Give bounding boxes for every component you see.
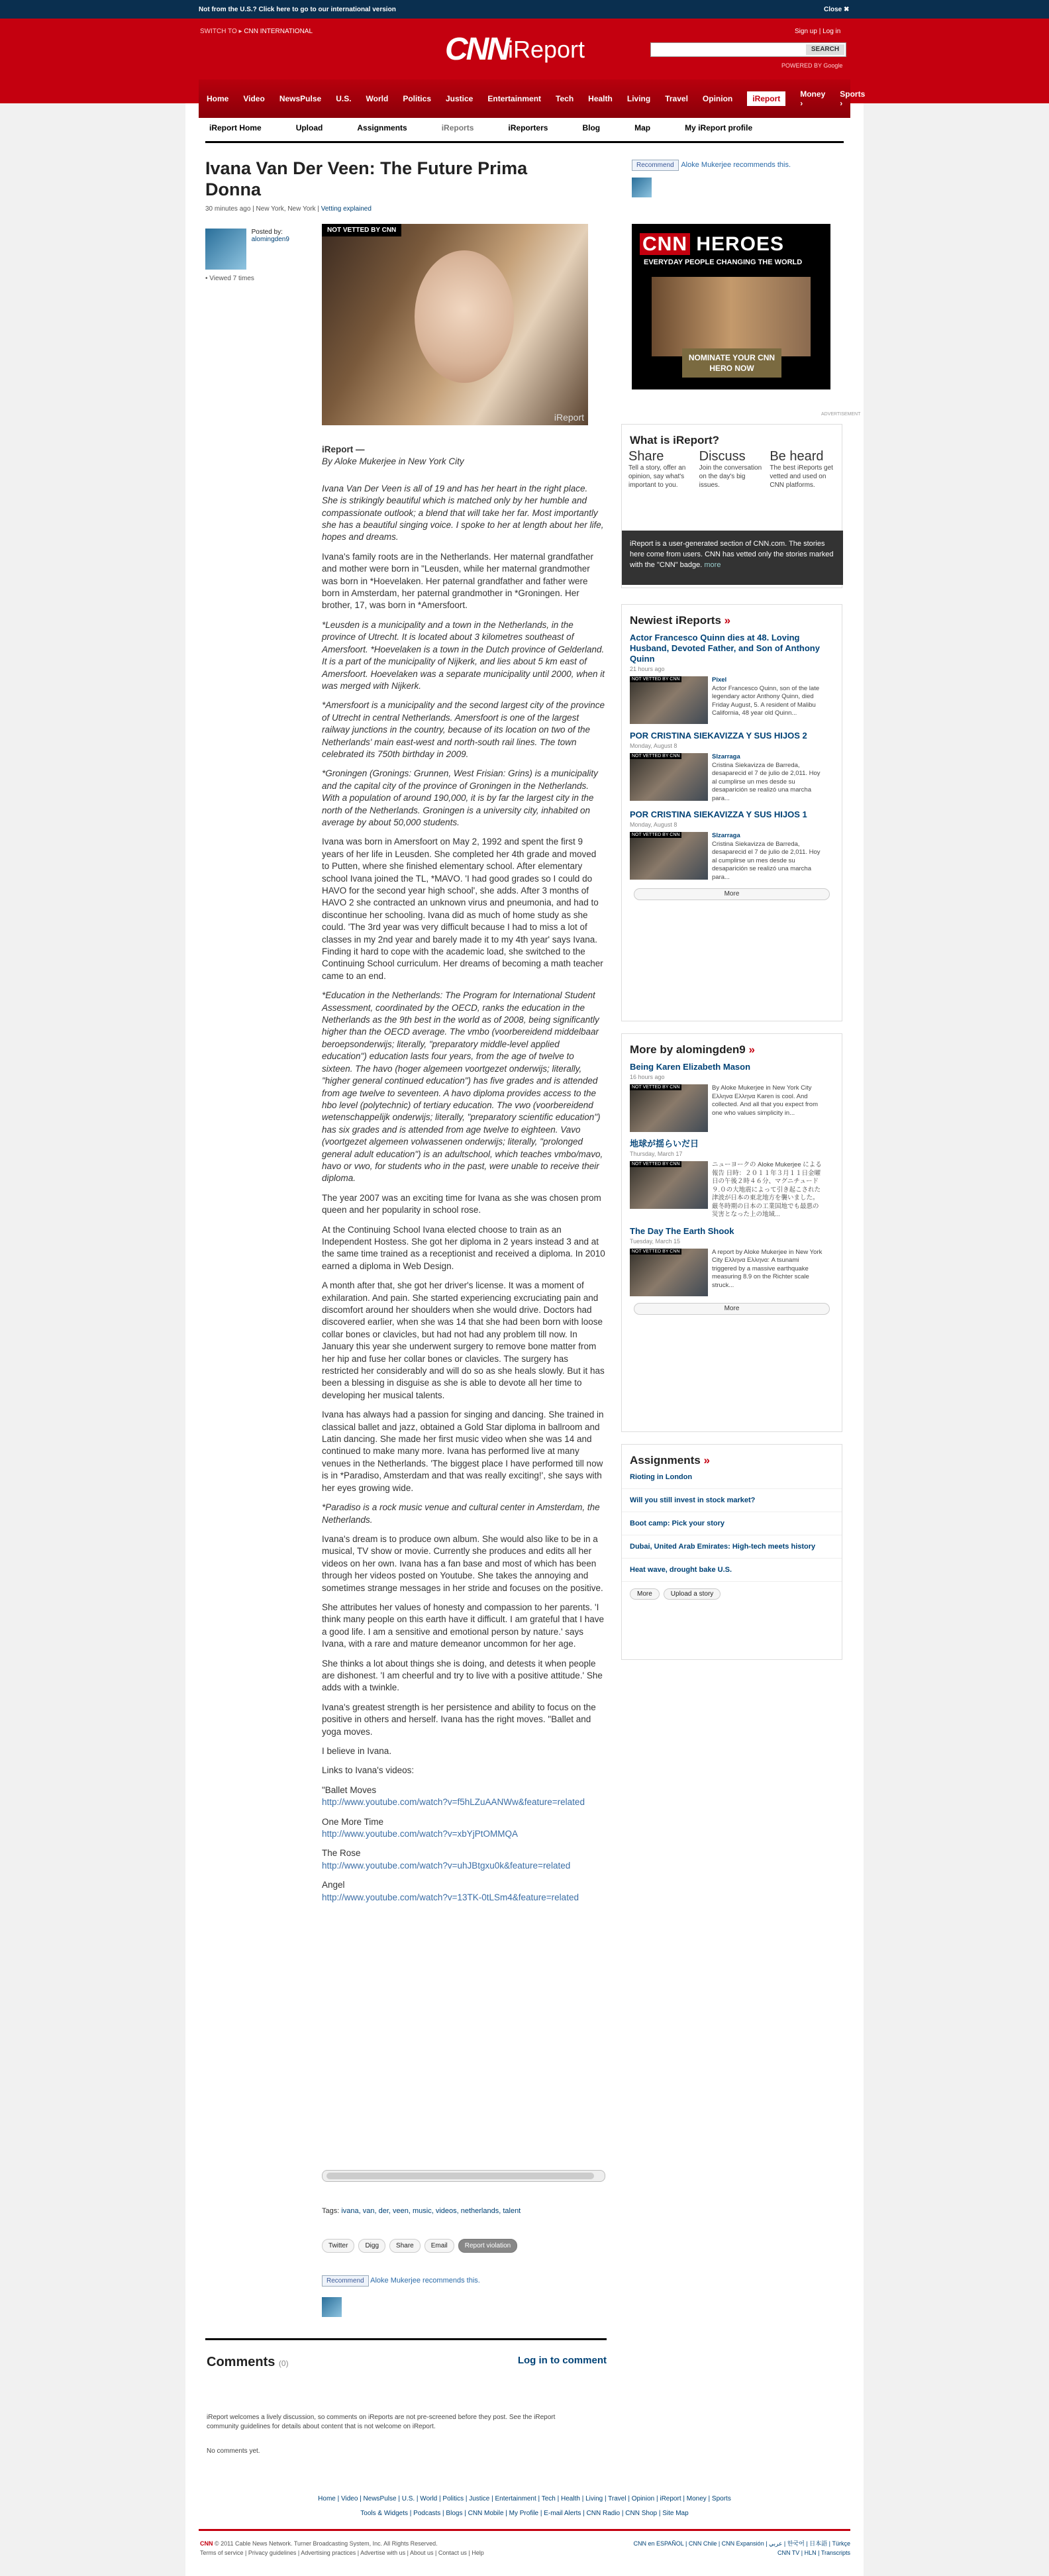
assignment-link[interactable]: Boot camp: Pick your story [622, 1519, 842, 1535]
item-title[interactable]: Actor Francesco Quinn dies at 48. Loving Husband, Devoted Father, and Son of Anthony Quinn [630, 633, 820, 664]
more-link[interactable]: more [704, 561, 721, 569]
subnav-item[interactable]: Assignments [357, 123, 407, 132]
ireport-subnav [205, 114, 844, 143]
item-thumbnail[interactable] [630, 676, 708, 724]
recommend-button[interactable]: Recommend [632, 160, 679, 171]
nav-item-opinion[interactable]: Opinion [702, 94, 733, 103]
share-button[interactable]: Twitter [322, 2239, 354, 2253]
edition-switch[interactable]: SWITCH TO ▸ CNN INTERNATIONAL [200, 28, 313, 35]
sign-up-link[interactable]: Sign up [795, 28, 817, 35]
video-link[interactable]: http://www.youtube.com/watch?v=xbYjPtOMMQA [322, 1829, 518, 1839]
item-title[interactable]: 地球が揺らいだ日 [630, 1139, 699, 1149]
legal-links[interactable]: Terms of service | Privacy guidelines | Advertising practices | Advertise with us | About us | Contact us | Help [200, 2550, 484, 2556]
search-input[interactable] [650, 42, 846, 57]
not-vetted-badge: NOT VETTED BY CNN [630, 832, 681, 838]
nav-item-ireport[interactable]: iReport [747, 91, 785, 106]
item-title[interactable]: POR CRISTINA SIEKAVIZZA Y SUS HIJOS 1 [630, 809, 807, 819]
share-button[interactable]: Digg [358, 2239, 385, 2253]
share-button[interactable]: Email [425, 2239, 454, 2253]
footer-nav [199, 2492, 850, 2521]
list-item [622, 1139, 842, 1219]
comments-title: Comments (0) [207, 2355, 289, 2369]
nav-item-politics[interactable]: Politics [403, 94, 431, 103]
item-summary: Slzarraga Cristina Siekavizza de Barreda, desaparecid el 7 de julio de 2,011. Hoy al cumplirse un mes desde su desaparición se realizó una marcha para... [712, 753, 824, 803]
more-button[interactable]: More [634, 1303, 830, 1315]
item-thumbnail[interactable] [630, 832, 708, 880]
more-button[interactable]: More [634, 888, 830, 900]
nav-item-world[interactable]: World [366, 94, 389, 103]
subnav-item[interactable]: iReport Home [209, 123, 262, 132]
assignment-button[interactable]: More [630, 1588, 660, 1600]
article-body: iReport — By Aloke Mukerjee in New York City Ivana Van Der Veen is all of 19 and has her heart in the right place. She is strikingly beautiful which is matched only by her humble and compassionate outlook; a blend that will take her far. Most importantly she has a beautiful singing voice. I spoke to her at length about her life, hopes and dreams. Ivana's family roots are in the Netherlands. Her maternal grandfather and mother were born in "Leusden, while her maternal grandmother was born in *Hoevelaken. Her paternal grandfather and father were born in Amsterdam, her paternal grandmother in *Groningen. Her brother, 17, was born in *Amersfoort. *Leusden is a municipality and a town in the Netherlands, in the province of Utrecht. It is located about 3 kilometres southeast of Amersfoort. *Hoevelaken is a town in the Dutch province of Gelderland. It is a part of the municipality of Nijkerk, and lies about 5 km east of Amersfoort. Hoevelaken was a separate municipality until 2000, when it was merged with Nijkerk. *Amersfoort is a municipality and the second largest city of the province of Utrecht in central Netherlands. Amersfoort is one of the largest railway junctions in the country, because of its location on two of the Netherlands' main east-west and north-south rail lines. The town celebrated its 750th birthday in 2009. *Groningen (Gronings: Grunnen, West Frisian: Grins) is a municipality and the capital city of the province of Groningen in the Netherlands. With a population of around 190,000, it is by far the largest city in the north of the Netherlands. Groningen is a university city, inhabited on average by about 50,000 students. Ivana was born in Amersfoort on May 2, 1992 and spent the first 9 years of her life in Leusden. She completed her 4th grade and moved to Putten, where she finished elementary school. After elementary school Ivana joined the TL, *MAVO. 'I had good grades so I could do HAVO for the second year high school', she adds. After 3 months of HAVO 2 she contracted an unknown virus and pneumonia, and had to discontinue her schooling. Ivana did as much of home study as she could. 'The 3rd year was very difficult because I had to miss a lot of classes in my 2nd year and barely made it to my 4th year' says Ivana. Finding it hard to cope with the academic load, she switched to the Continuing School curriculum. Her dreams of becoming a math teacher came to an end. *Education in the Netherlands: The Program for International Student Assessment, coordinated by the OECD, ranks the education in the Netherlands as the 9th best in the world as of 2008, being significantly higher than the OECD average. The vmbo (voorbereidend middelbaar beroepsonderwijs; literally, "preparatory middle-level applied education") education lasts four years, from the age of twelve to sixteen. The havo (hoger algemeen voortgezet onderwijs; literally, "higher general continued education") has five grades and is attended from age twelve to seventeen. A havo diploma provides access to the hbo level (polytechnic) of tertiary education. The vwo (voorbereidend wetenschappelijk onderwijs; literally, "preparatory scientific education") has six grades and is attended from age twelve to eighteen. Vavo (voortgezet algemeen volwassenen onderwijs; literally, "prolonged general adult education") is an adultschool, which teaches vmbo/mavo, havo or vwo, for students who in the past, were unable to receive their diploma. The year 2007 was an exciting time for Ivana as she was chosen prom queen and her popularity in school rose. At the Continuing School Ivana elected choose to train as an Independent Hostess. She got her diploma in 2 years instead 3 and at the same time trained as a receptionist and received a diploma. In 2010 earned a diploma in Web Design. A month after that, she got her driver's license. It was a moment of exhilaration. And pain. She started experiencing excruciating pain and discomfort around her shoulders when she would drive. Doctors had discovered earlier, when she was 14 that she had been born with loose collar bones or clavicles, but had not had any problem till now. In January this year she underwent surgery to remove bone matter from her hip and fuse her collar bones or clavicles. The surgery has restricted her considerably and will do so as she heals slowly. But it has been a blessing in disguise as she is able to devote all her time to developing her musical talents. Ivana has always had a passion for singing and dancing. She trained in classical ballet and jazz, obtained a Gold Star diploma in ballroom and Latin dancing. She made her first music video when she was 14 and continued to make many more. Ivana has performed live at many venues in the Netherlands. 'The biggest place I have performed till now is in *Paradiso, Amsterdam and that was really exciting!', she says with her eyes growing wide. *Paradiso is a rock music venue and cultural center in Amsterdam, the Netherlands. Ivana's dream is to produce own album. She would also like to be in a musical, TV show or movie. Currently she produces and edits all her videos on her own. Ivana has a fan base and most of which has been through her videos posted on Youtube. She takes the annoying and sometimes strange messages in her stride and focuses on the positive. She attributes her values of honesty and compassion to her parents. 'I think many people on this earth have it difficult. I am grateful that I have a good life. I am a sensitive and emotional person by nature.' says Ivana, with a rare and mature demeanor uncommon for her age. She thinks a lot about things she is doing, and detests it when people are dishonest. 'I am cheerful and try to live with a positive attitude.' She adds with a twinkle. Ivana's greatest strength is her persistence and ability to focus on the positive in others and herself. Ivana has the right moves. "Ballet and yoga moves. I believe in Ivana. Links to Ivana's videos: "Ballet Moves http://www.youtube.com/watch?v=f5hLZuAANWw&feature=related One More Time http://www.youtube.com/watch?v=xbYjPtOMMQA The Rose http://www.youtube.com/watch?v=uhJBtgxu0k&feature=related Angel http://www.youtube.com/watch?v=13TK-0tLSm4&feature=related [322, 444, 605, 1902]
assignments-box: Assignments » Rioting in London Will you still invest in stock market? Boot camp: Pick your story Dubai, United Arab Emirates: High-tech meets history Heat wave, drought bake U.S. More Upload a story [621, 1444, 842, 1660]
comments-section [205, 2338, 607, 2455]
video-link[interactable]: http://www.youtube.com/watch?v=f5hLZuAANWw&feature=related [322, 1797, 585, 1808]
what-col: Be heard The best iReports get vetted and used on CNN platforms. [770, 452, 835, 489]
item-title[interactable]: The Day The Earth Shook [630, 1225, 734, 1236]
footer-tools-links[interactable]: Tools & Widgets | Podcasts | Blogs | CNN Mobile | My Profile | E-mail Alerts | CNN Radio | CNN Shop | Site Map [360, 2510, 689, 2517]
article-meta: 30 minutes ago | New York, New York | Vetting explained [205, 205, 372, 213]
nav-item-living[interactable]: Living [626, 94, 651, 103]
video-link[interactable]: http://www.youtube.com/watch?v=13TK-0tLSm4&feature=related [322, 1892, 579, 1902]
subnav-item[interactable]: iReports [441, 123, 474, 132]
video-link[interactable]: http://www.youtube.com/watch?v=uhJBtgxu0k&feature=related [322, 1860, 571, 1871]
what-col: Share Tell a story, offer an opinion, say what's important to you. [628, 452, 694, 489]
subnav-item[interactable]: My iReport profile [685, 123, 753, 132]
share-button[interactable]: Report violation [458, 2239, 517, 2253]
item-user-link[interactable]: Slzarraga [712, 832, 740, 839]
search-button[interactable]: SEARCH [806, 44, 844, 55]
more-by-box: More by alomingden9 » Being Karen Elizabeth Mason 16 hours ago NOT VETTED BY CNN By Aloke Mukerjee in New York City Ελληνα Ελληνα Karen is cool. And collected. And all that you expect from one who values simplicity in... 地球が揺らいだ日 Thursday, March 17 NOT VETTED BY CNN ニューヨークの Aloke Mukerjee による報告 日時：２０１１年３月１１日金曜日の午後２時４６分、マグニチュード９.０の大地震によって引き起こされた津波が日本の東北地方を襲いました。厳冬時期の日本の工業国地でも最悪の災害となった上の地域... The Day The Earth Shook Tuesday, March 15 NOT VETTED BY CNN A report by Aloke Mukerjee in New York City Ελληνα Ελληνα: A tsunami triggered by a massive earthquake measuring 8.9 on the Richter scale struck... More [621, 1033, 842, 1432]
subnav-item[interactable]: Map [634, 123, 651, 132]
log-in-link[interactable]: Log in [823, 28, 841, 35]
list-item [622, 1062, 842, 1132]
page-title: Ivana Van Der Veen: The Future Prima Donna [205, 158, 528, 199]
item-summary: Slzarraga Cristina Siekavizza de Barreda, desaparecid el 7 de julio de 2,011. Hoy al cumplirse un mes desde su desaparición se realizó una marcha para... [712, 832, 824, 882]
newest-ireports-box: Newiest iReports » Actor Francesco Quinn dies at 48. Loving Husband, Devoted Father, and Son of Anthony Quinn 21 hours ago NOT VETTED BY CNN Pixel Actor Francesco Quinn, son of the late legendary actor Anthony Quinn, died Friday August, 5. A resident of Malibu California, 48 year old Quinn... POR CRISTINA SIEKAVIZZA Y SUS HIJOS 2 Monday, August 8 NOT VETTED BY CNN Slzarraga Cristina Siekavizza de Barreda, desaparecid el 7 de julio de 2,011. Hoy al cumplirse un mes desde su desaparición se realizó una marcha para... POR CRISTINA SIEKAVIZZA Y SUS HIJOS 1 Monday, August 8 NOT VETTED BY CNN Slzarraga Cristina Siekavizza de Barreda, desaparecid el 7 de julio de 2,011. Hoy al cumplirse un mes desde su desaparición se realizó una marcha para... More [621, 604, 842, 1021]
item-time: Tuesday, March 15 [630, 1237, 681, 1245]
item-user-link[interactable]: Slzarraga [712, 753, 740, 760]
recommend-row: Recommend Aloke Mukerjee recommends this. [322, 2275, 480, 2287]
scrollbar-thumb[interactable] [326, 2173, 594, 2179]
nav-item-entertainment[interactable]: Entertainment [487, 94, 542, 103]
assignment-button[interactable]: Upload a story [664, 1588, 721, 1600]
intl-banner [0, 0, 1049, 19]
author-link[interactable]: alomingden9 [251, 236, 289, 243]
item-thumbnail[interactable] [630, 1161, 708, 1209]
item-summary: ニューヨークの Aloke Mukerjee による報告 日時：２０１１年３月１１日金曜日の午後２時４６分、マグニチュード９.０の大地震によって引き起こされた津波が日本の東北地方を襲いました。厳冬時期の日本の工業国地でも最悪の災害となった上の地域... [712, 1161, 822, 1218]
what-col-heading: Share [628, 449, 664, 464]
not-vetted-badge: NOT VETTED BY CNN [630, 1161, 681, 1167]
nav-item-newspulse[interactable]: NewsPulse [279, 94, 322, 103]
cnn-heroes-ad[interactable]: CNN HEROES EVERYDAY PEOPLE CHANGING THE WORLD NOMINATE YOUR CNN HERO NOW [632, 224, 830, 389]
article-photo[interactable] [322, 224, 588, 425]
site-header [0, 19, 1049, 108]
nav-item-home[interactable]: Home [207, 94, 229, 103]
tv-links[interactable]: CNN TV | HLN | Transcripts [777, 2550, 850, 2556]
right-recommend: Recommend Aloke Mukerjee recommends this. [632, 159, 844, 171]
list-item [622, 809, 842, 882]
share-bar [322, 2239, 517, 2253]
powered-by: POWERED BY Google [781, 62, 843, 69]
horizontal-scrollbar[interactable] [322, 2170, 605, 2182]
assignment-link[interactable]: Rioting in London [622, 1472, 842, 1489]
nav-item-justice[interactable]: Justice [446, 94, 474, 103]
assignment-link[interactable]: Will you still invest in stock market? [622, 1496, 842, 1512]
list-item [622, 1226, 842, 1296]
subnav-item[interactable]: Upload [295, 123, 323, 132]
item-title[interactable]: POR CRISTINA SIEKAVIZZA Y SUS HIJOS 2 [630, 731, 807, 741]
account-links: Sign up | Log in [795, 28, 841, 35]
ad-label: ADVERTISEMENT [821, 412, 861, 417]
not-vetted-badge: NOT VETTED BY CNN [630, 753, 681, 759]
subnav-item[interactable]: Blog [582, 123, 601, 132]
nav-item-us[interactable]: U.S. [336, 94, 352, 103]
recommender-avatar[interactable] [322, 2297, 342, 2317]
login-to-comment-link[interactable]: Log in to comment [517, 2355, 607, 2366]
recommender-avatar[interactable] [632, 178, 652, 197]
what-is-ireport-box: What is iReport? Share Tell a story, offer an opinion, say what's important to you. Discuss Join the conversation on the day's big issues. Be heard The best iReports get vetted and used on CNN platforms. iReport is a user-generated section of CNN.com. The stories here come from users. CNN has vetted only the stories marked with the "CNN" badge. more [621, 424, 842, 588]
intl-links[interactable]: CNN en ESPAÑOL | CNN Chile | CNN Expansión | عربي | 한국어 | 日本語 | Türkçe [633, 2540, 850, 2547]
not-vetted-badge: NOT VETTED BY CNN [630, 1249, 681, 1255]
nav-item-video[interactable]: Video [243, 94, 265, 103]
item-thumbnail[interactable] [630, 1084, 708, 1132]
nav-item-health[interactable]: Health [588, 94, 613, 103]
avatar[interactable] [205, 229, 246, 270]
ireport-disclaimer: iReport is a user-generated section of CNN.com. The stories here come from users. CNN has vetted only the stories marked with the "CNN" badge. more [622, 531, 843, 585]
vetting-explained-link[interactable]: Vetting explained [321, 205, 372, 213]
item-time: Thursday, March 17 [630, 1151, 683, 1157]
not-vetted-badge: NOT VETTED BY CNN [322, 224, 401, 236]
item-thumbnail[interactable] [630, 1249, 708, 1296]
item-time: 21 hours ago [630, 666, 665, 672]
item-summary: Pixel Actor Francesco Quinn, son of the late legendary actor Anthony Quinn, died Friday August, 5. A resident of Malibu California, 48 year old Quinn... [712, 676, 824, 718]
item-time: Monday, August 8 [630, 821, 677, 828]
not-vetted-badge: NOT VETTED BY CNN [630, 1084, 681, 1090]
intl-banner-link[interactable]: Not from the U.S.? Click here to go to our international version [199, 6, 396, 13]
item-title[interactable]: Being Karen Elizabeth Mason [630, 1062, 751, 1072]
recommend-button[interactable]: Recommend [322, 2275, 369, 2287]
assignment-link[interactable]: Heat wave, drought bake U.S. [622, 1565, 842, 1582]
poster-info: Posted by: alomingden9 • Viewed 7 times [205, 229, 318, 282]
what-col: Discuss Join the conversation on the day's big issues. [699, 452, 765, 489]
item-summary: A report by Aloke Mukerjee in New York City Ελληνα Ελληνα: A tsunami triggered by a massive earthquake measuring 8.9 on the Richter scale struck... [712, 1248, 823, 1289]
photo-subject [415, 250, 514, 383]
what-col-heading: Be heard [770, 449, 824, 464]
item-summary: By Aloke Mukerjee in New York City Ελληνα Ελληνα Karen is cool. And collected. And all that you expect from one who values simplicity in... [712, 1084, 819, 1117]
no-comments: No comments yet. [207, 2447, 260, 2455]
list-item [622, 731, 842, 803]
footer-nav-links[interactable]: Home | Video | NewsPulse | U.S. | World | Politics | Justice | Entertainment | Tech | Health | Living | Travel | Opinion | iReport | Money | Sports [318, 2495, 731, 2502]
subnav-item[interactable]: iReporters [508, 123, 548, 132]
photo-watermark: iReport [554, 412, 584, 423]
what-col-heading: Discuss [699, 449, 746, 464]
main-nav [199, 79, 866, 118]
item-user-link[interactable]: Pixel [712, 676, 727, 684]
item-thumbnail[interactable] [630, 753, 708, 801]
intl-banner-close-button[interactable]: Close ✖ [824, 6, 850, 13]
assignment-link[interactable]: Dubai, United Arab Emirates: High-tech meets history [622, 1542, 842, 1559]
nav-item-travel[interactable]: Travel [665, 94, 688, 103]
cnn-ireport-logo[interactable]: CNNiReport [445, 32, 585, 67]
share-button[interactable]: Share [389, 2239, 421, 2253]
item-time: Monday, August 8 [630, 743, 677, 749]
nav-item-money[interactable]: Money › [800, 89, 826, 108]
site-footer: CNN © 2011 Cable News Network. Turner Broadcasting System, Inc. All Rights Reserved. Terms of service | Privacy guidelines | Advertising practices | Advertise with us | About us | Contact us | Help CNN en ESPAÑOL | CNN Chile | CNN Expansión | عربي | 한국어 | 日本語 | Türkçe CNN TV | HLN | Transcripts [199, 2529, 850, 2569]
tags: Tags: ivana, van, der, veen, music, videos, netherlands, talent [322, 2207, 521, 2215]
nav-item-tech[interactable]: Tech [556, 94, 574, 103]
list-item [622, 633, 842, 724]
ad-photo [652, 277, 811, 356]
not-vetted-badge: NOT VETTED BY CNN [630, 676, 681, 682]
byline: By Aloke Mukerjee in New York City [322, 456, 464, 467]
tag-links[interactable]: ivana, van, der, veen, music, videos, netherlands, talent [341, 2207, 521, 2215]
nav-item-sports[interactable]: Sports › [840, 89, 866, 108]
nominate-button[interactable]: NOMINATE YOUR CNN HERO NOW [682, 348, 781, 378]
view-count: • Viewed 7 times [205, 275, 254, 282]
comments-note: iReport welcomes a lively discussion, so comments on iReports are not pre-screened before they post. See the iReport community guidelines for details about content that is not welcome on iReport. [207, 2414, 556, 2430]
item-time: 16 hours ago [630, 1074, 665, 1080]
